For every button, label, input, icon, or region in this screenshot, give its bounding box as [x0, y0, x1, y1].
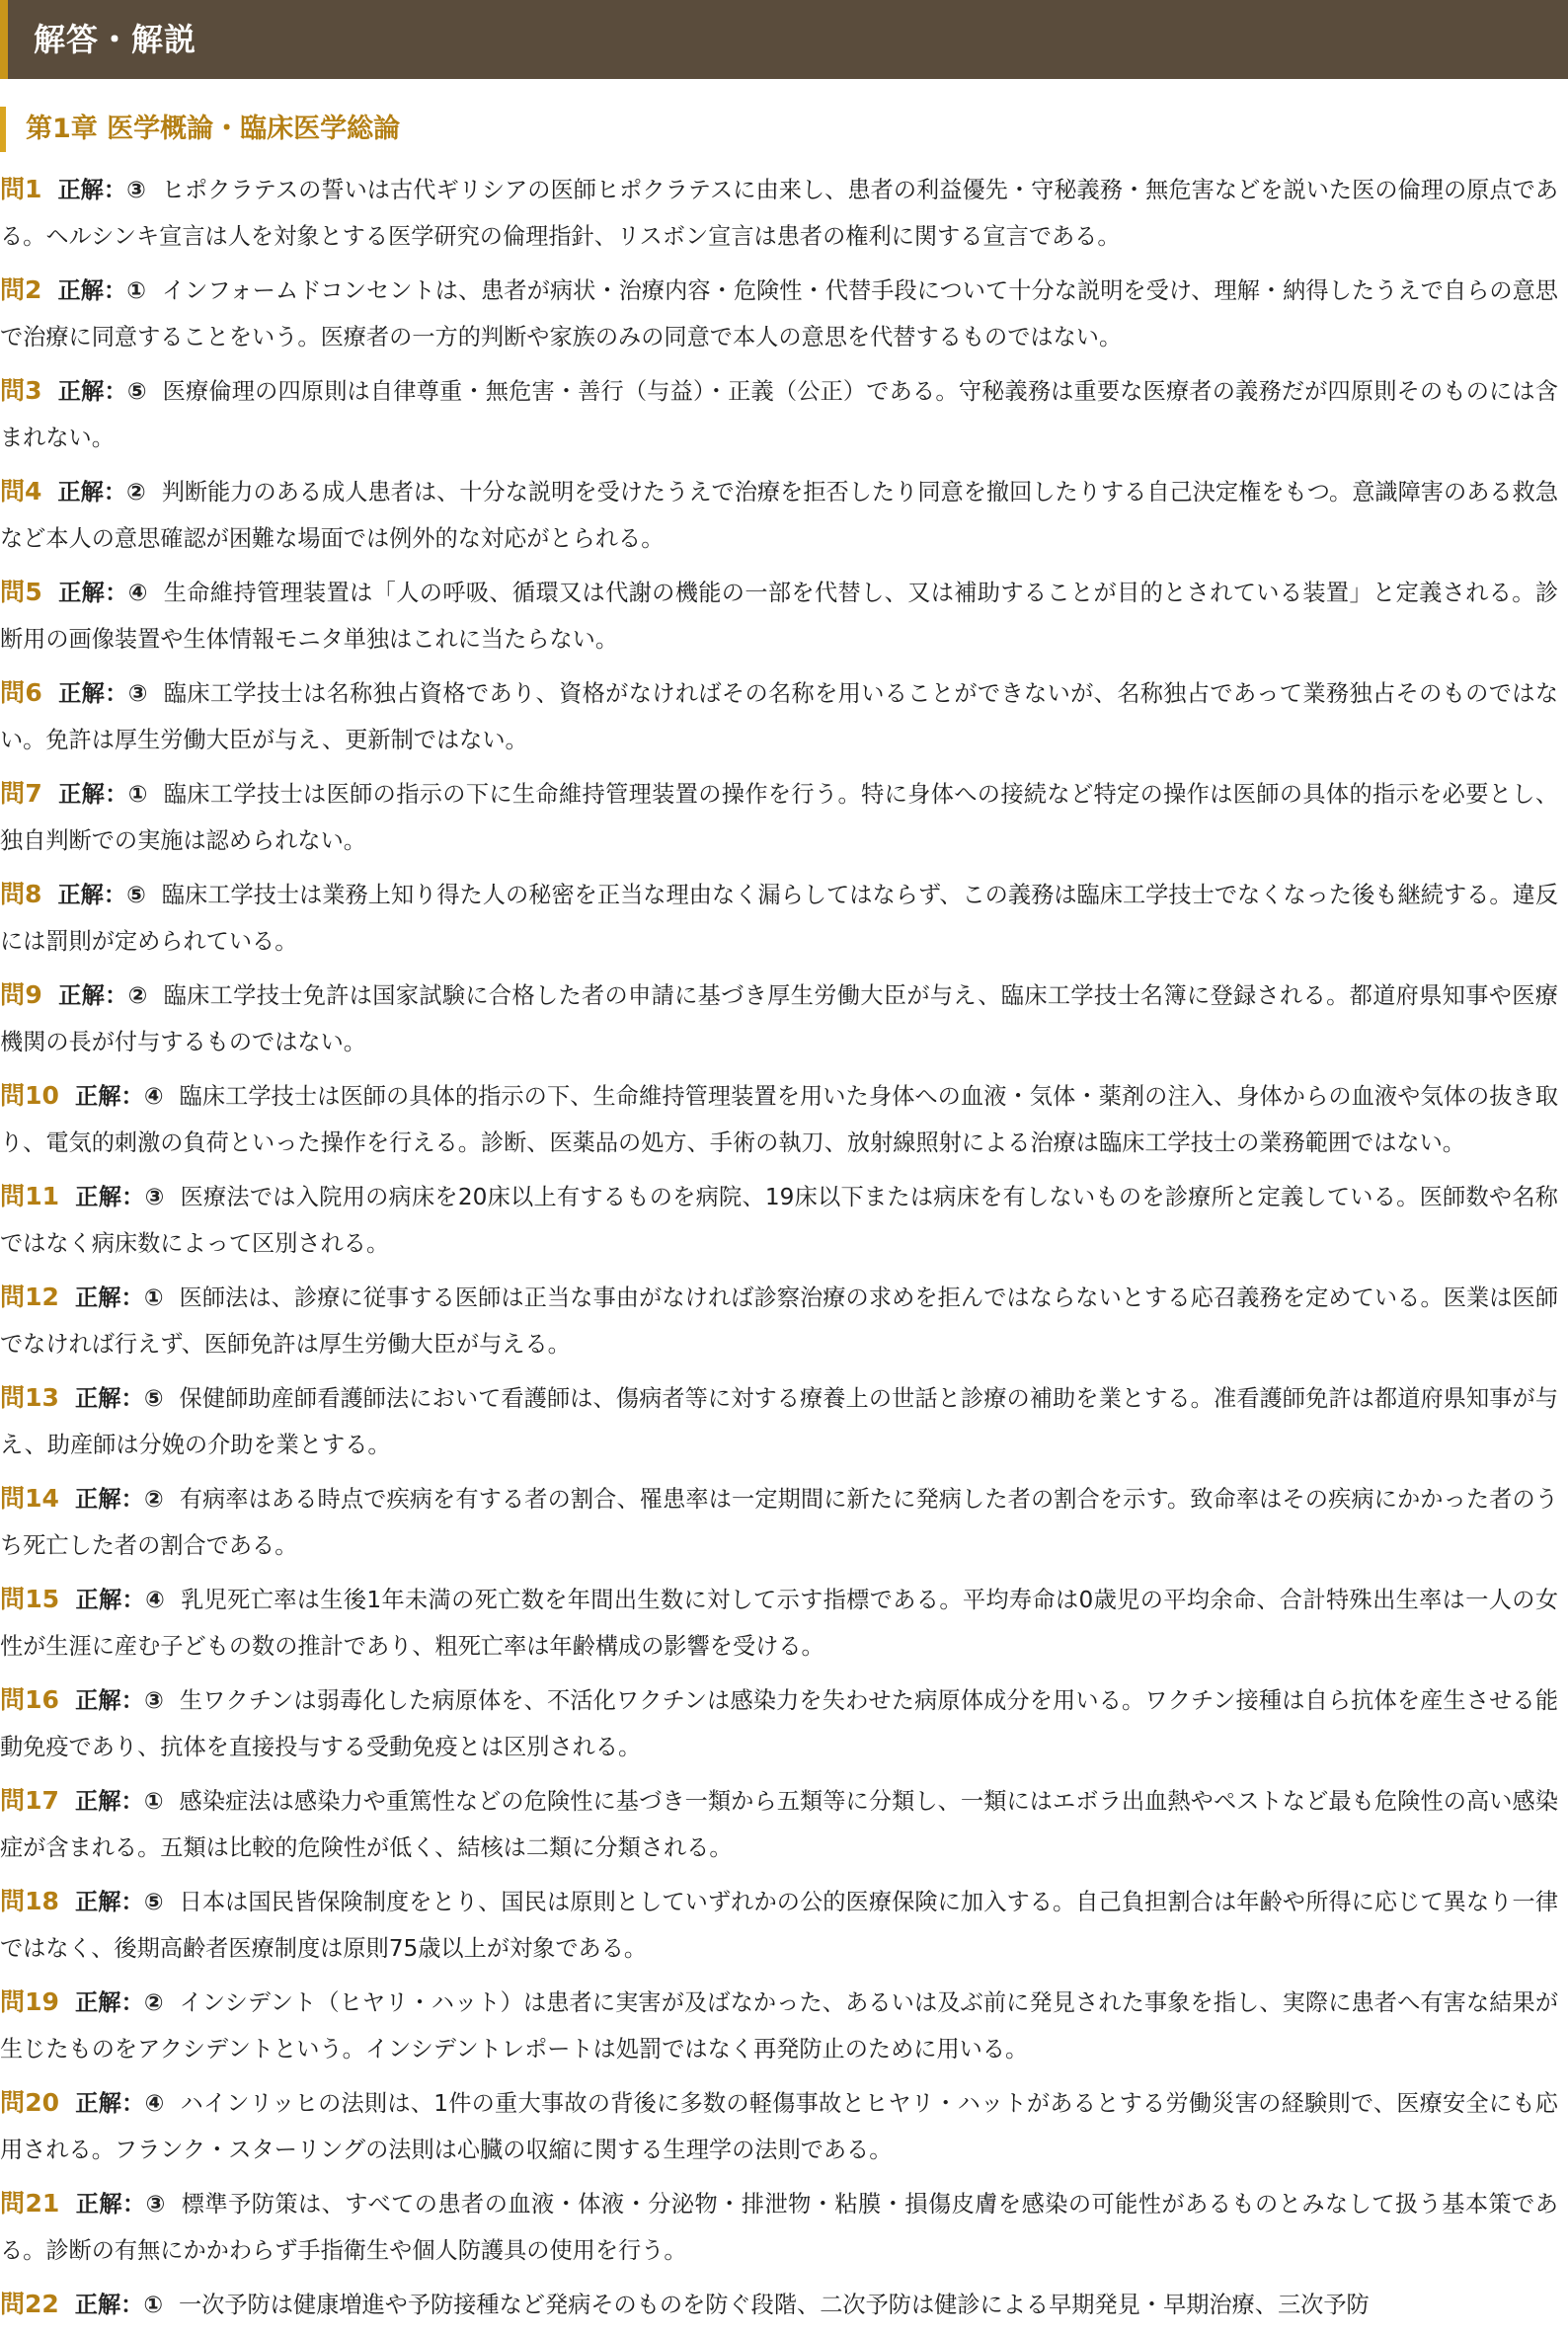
answer-label: 正解： — [74, 1284, 144, 1311]
correct-answer: ① — [126, 277, 146, 304]
explanation-text: インシデント（ヒヤリ・ハット）は患者に実害が及ばなかった、あるいは及ぶ前に発見された事象を指し、実際に患者へ有害な結果が生じたものをアクシデントという。インシデントレポートは処罰ではなく再発防止のために用いる。 — [0, 1989, 1559, 2063]
answer-item — [0, 1274, 1558, 1367]
question-number: 問6 — [0, 678, 42, 707]
correct-answer: ③ — [145, 2191, 166, 2218]
answer-label: 正解： — [57, 882, 127, 908]
explanation-text: 判断能力のある成人患者は、十分な説明を受けたうえで治療を拒否したり同意を撤回したりする自己決定権をもつ。意識障害のある救急など本人の意思確認が困難な場面では例外的な対応がとられる。 — [0, 479, 1559, 552]
answer-item — [0, 972, 1558, 1065]
correct-answer: ⑤ — [143, 1889, 164, 1915]
question-number: 問12 — [0, 1283, 59, 1311]
correct-answer: ① — [127, 781, 148, 808]
explanation-text: ヒポクラテスの誓いは古代ギリシアの医師ヒポクラテスに由来し、患者の利益優先・守秘義務・無危害などを説いた医の倫理の原点である。ヘルシンキ宣言は人を対象とする医学研究の倫理指針、リスボン宣言は患者の権利に関する宣言である。 — [0, 177, 1559, 250]
answer-label: 正解： — [74, 1385, 144, 1412]
answer-label: 正解： — [57, 378, 127, 405]
correct-answer: ⑤ — [126, 882, 146, 908]
explanation-text: 医療法では入院用の病床を20床以上有するものを病院、19床以下または病床を有しないものを診療所と定義している。医師数や名称ではなく病床数によって区別される。 — [0, 1184, 1558, 1257]
answer-label: 正解： — [57, 781, 128, 808]
correct-answer: ② — [127, 982, 148, 1009]
question-number: 問7 — [0, 779, 42, 808]
chapter-heading — [0, 107, 1568, 152]
question-number: 問10 — [0, 1081, 59, 1110]
question-number: 問20 — [0, 2088, 60, 2117]
answer-item — [0, 2180, 1558, 2274]
answer-label: 正解： — [57, 680, 128, 707]
explanation-text: 生ワクチンは弱毒化した病原体を、不活化ワクチンは感染力を失わせた病原体成分を用いる。ワクチン接種は自ら抗体を産生させる能動免疫であり、抗体を直接投与する受動免疫とは区別される。 — [0, 1687, 1559, 1760]
answer-item — [0, 871, 1558, 965]
correct-answer: ② — [143, 1486, 164, 1513]
answer-label: 正解： — [57, 479, 127, 506]
answer-label: 正解： — [74, 1889, 144, 1915]
answer-label: 正解： — [74, 1788, 144, 1815]
question-number: 問11 — [0, 1182, 60, 1210]
answer-item — [0, 1979, 1558, 2072]
answer-item — [0, 1777, 1558, 1871]
page-header — [0, 0, 1568, 79]
question-number: 問13 — [0, 1383, 59, 1412]
question-number: 問16 — [0, 1685, 59, 1714]
explanation-text: 有病率はある時点で疾病を有する者の割合、罹患率は一定期間に新たに発病した者の割合を示す。致命率はその疾病にかかった者のうち死亡した者の割合である。 — [0, 1486, 1558, 1559]
page-title: 解答・解説 — [34, 21, 197, 58]
answer-list — [0, 166, 1558, 2335]
answer-item — [0, 1475, 1558, 1569]
answer-item — [0, 267, 1558, 360]
explanation-text: 乳児死亡率は生後1年未満の死亡数を年間出生数に対して示す指標である。平均寿命は0歳児の平均余命、合計特殊出生率は一人の女性が生涯に産む子どもの数の推計であり、粗死亡率は年齢構成の影響を受ける。 — [0, 1587, 1559, 1660]
explanation-text: 生命維持管理装置は「人の呼吸、循環又は代謝の機能の一部を代替し、又は補助することが目的とされている装置」と定義される。診断用の画像装置や生体情報モニタ単独はこれに当たらない。 — [0, 580, 1559, 653]
explanation-text: 臨床工学技士は名称独占資格であり、資格がなければその名称を用いることができないが、名称独占であって業務独占そのものではない。免許は厚生労働大臣が与え、更新制ではない。 — [0, 680, 1559, 753]
explanation-text: 日本は国民皆保険制度をとり、国民は原則としていずれかの公的医療保険に加入する。自己負担割合は年齢や所得に応じて異なり一律ではなく、後期高齢者医療制度は原則75歳以上が対象である。 — [0, 1889, 1559, 1962]
answer-label: 正解： — [74, 1989, 144, 2016]
explanation-text: 臨床工学技士免許は国家試験に合格した者の申請に基づき厚生労働大臣が与え、臨床工学技士名簿に登録される。都道府県知事や医療機関の長が付与するものではない。 — [0, 982, 1558, 1055]
question-number: 問22 — [0, 2290, 59, 2318]
answer-label: 正解： — [74, 1687, 145, 1714]
answer-label: 正解： — [57, 982, 128, 1009]
answer-label: 正解： — [74, 1486, 144, 1513]
correct-answer: ④ — [144, 2090, 165, 2117]
answer-item — [0, 569, 1558, 662]
answer-item — [0, 166, 1558, 260]
answer-item — [0, 367, 1558, 461]
answer-item — [0, 1878, 1558, 1972]
answer-label: 正解： — [75, 2191, 146, 2218]
correct-answer: ① — [143, 2292, 163, 2318]
correct-answer: ③ — [127, 680, 148, 707]
answer-label: 正解： — [75, 2090, 145, 2117]
answer-item — [0, 2281, 1558, 2328]
question-number: 問19 — [0, 1987, 59, 2016]
question-number: 問2 — [0, 275, 42, 304]
question-number: 問8 — [0, 880, 42, 908]
answer-item — [0, 770, 1558, 864]
correct-answer: ⑤ — [143, 1385, 164, 1412]
correct-answer: ① — [143, 1284, 164, 1311]
explanation-text: ハインリッヒの法則は、1件の重大事故の背後に多数の軽傷事故とヒヤリ・ハットがあるとする労働災害の経験則で、医療安全にも応用される。フランク・スターリングの法則は心臓の収縮に関する生理学の法則である。 — [0, 2090, 1558, 2163]
question-number: 問17 — [0, 1786, 59, 1815]
answer-item — [0, 468, 1558, 562]
correct-answer: ④ — [143, 1083, 164, 1110]
explanation-text: 臨床工学技士は医師の指示の下に生命維持管理装置の操作を行う。特に身体への接続など特定の操作は医師の具体的指示を必要とし、独自判断での実施は認められない。 — [0, 781, 1559, 854]
correct-answer: ③ — [126, 177, 146, 203]
answer-item — [0, 1676, 1558, 1770]
answer-item — [0, 1072, 1558, 1166]
question-number: 問21 — [0, 2189, 60, 2218]
explanation-text: 保健師助産師看護師法において看護師は、傷病者等に対する療養上の世話と診療の補助を業とする。准看護師免許は都道府県知事が与え、助産師は分娩の介助を業とする。 — [0, 1385, 1559, 1458]
correct-answer: ③ — [144, 1184, 165, 1210]
explanation-text: 臨床工学技士は業務上知り得た人の秘密を正当な理由なく漏らしてはならず、この義務は臨床工学技士でなくなった後も継続する。違反には罰則が定められている。 — [0, 882, 1559, 955]
explanation-text: インフォームドコンセントは、患者が病状・治療内容・危険性・代替手段について十分な説明を受け、理解・納得したうえで自らの意思で治療に同意することをいう。医療者の一方的判断や家族のみの同意で本人の意思を代替するものではない。 — [0, 277, 1558, 350]
explanation-text: 医師法は、診療に従事する医師は正当な事由がなければ診察治療の求めを拒んではならないとする応召義務を定めている。医業は医師でなければ行えず、医師免許は厚生労働大臣が与える。 — [0, 1284, 1559, 1358]
correct-answer: ② — [126, 479, 146, 506]
explanation-text: 臨床工学技士は医師の具体的指示の下、生命維持管理装置を用いた身体への血液・気体・薬剤の注入、身体からの血液や気体の抜き取り、電気的刺激の負荷といった操作を行える。診断、医薬品の処方、手術の執刀、放射線照射による治療は臨床工学技士の業務範囲ではない。 — [0, 1083, 1559, 1156]
correct-answer: ① — [143, 1788, 164, 1815]
answer-item — [0, 1173, 1558, 1267]
question-number: 問5 — [0, 578, 42, 606]
question-number: 問18 — [0, 1887, 59, 1915]
explanation-text: 一次予防は健康増進や予防接種など発病そのものを防ぐ段階、二次予防は健診による早期発見・早期治療、三次予防 — [179, 2292, 1370, 2318]
correct-answer: ② — [143, 1989, 164, 2016]
answer-label: 正解： — [74, 1083, 144, 1110]
answer-label: 正解： — [74, 2292, 144, 2318]
question-number: 問1 — [0, 175, 42, 203]
question-number: 問14 — [0, 1484, 59, 1513]
question-number: 問3 — [0, 376, 42, 405]
question-number: 問9 — [0, 980, 42, 1009]
answer-item — [0, 2079, 1558, 2173]
question-number: 問15 — [0, 1585, 60, 1613]
answer-label: 正解： — [57, 177, 127, 203]
chapter-title: 第1章 医学概論・臨床医学総論 — [26, 114, 401, 144]
correct-answer: ⑤ — [126, 378, 147, 405]
question-number: 問4 — [0, 477, 42, 506]
answer-label: 正解： — [57, 277, 127, 304]
correct-answer: ④ — [127, 580, 148, 606]
answer-item — [0, 669, 1558, 763]
answer-label: 正解： — [75, 1184, 145, 1210]
answer-item — [0, 1374, 1558, 1468]
explanation-text: 感染症法は感染力や重篤性などの危険性に基づき一類から五類等に分類し、一類にはエボラ出血熱やペストなど最も危険性の高い感染症が含まれる。五類は比較的危険性が低く、結核は二類に分類される。 — [0, 1788, 1559, 1861]
correct-answer: ④ — [145, 1587, 166, 1613]
correct-answer: ③ — [144, 1687, 164, 1714]
explanation-text: 医療倫理の四原則は自律尊重・無危害・善行（与益）・正義（公正）である。守秘義務は重要な医療者の義務だが四原則そのものには含まれない。 — [0, 378, 1558, 451]
answer-label: 正解： — [75, 1587, 146, 1613]
answer-label: 正解： — [57, 580, 128, 606]
explanation-text: 標準予防策は、すべての患者の血液・体液・分泌物・排泄物・粘膜・損傷皮膚を感染の可能性があるものとみなして扱う基本策である。診断の有無にかかわらず手指衛生や個人防護具の使用を行う。 — [0, 2191, 1558, 2264]
answer-item — [0, 1576, 1558, 1670]
